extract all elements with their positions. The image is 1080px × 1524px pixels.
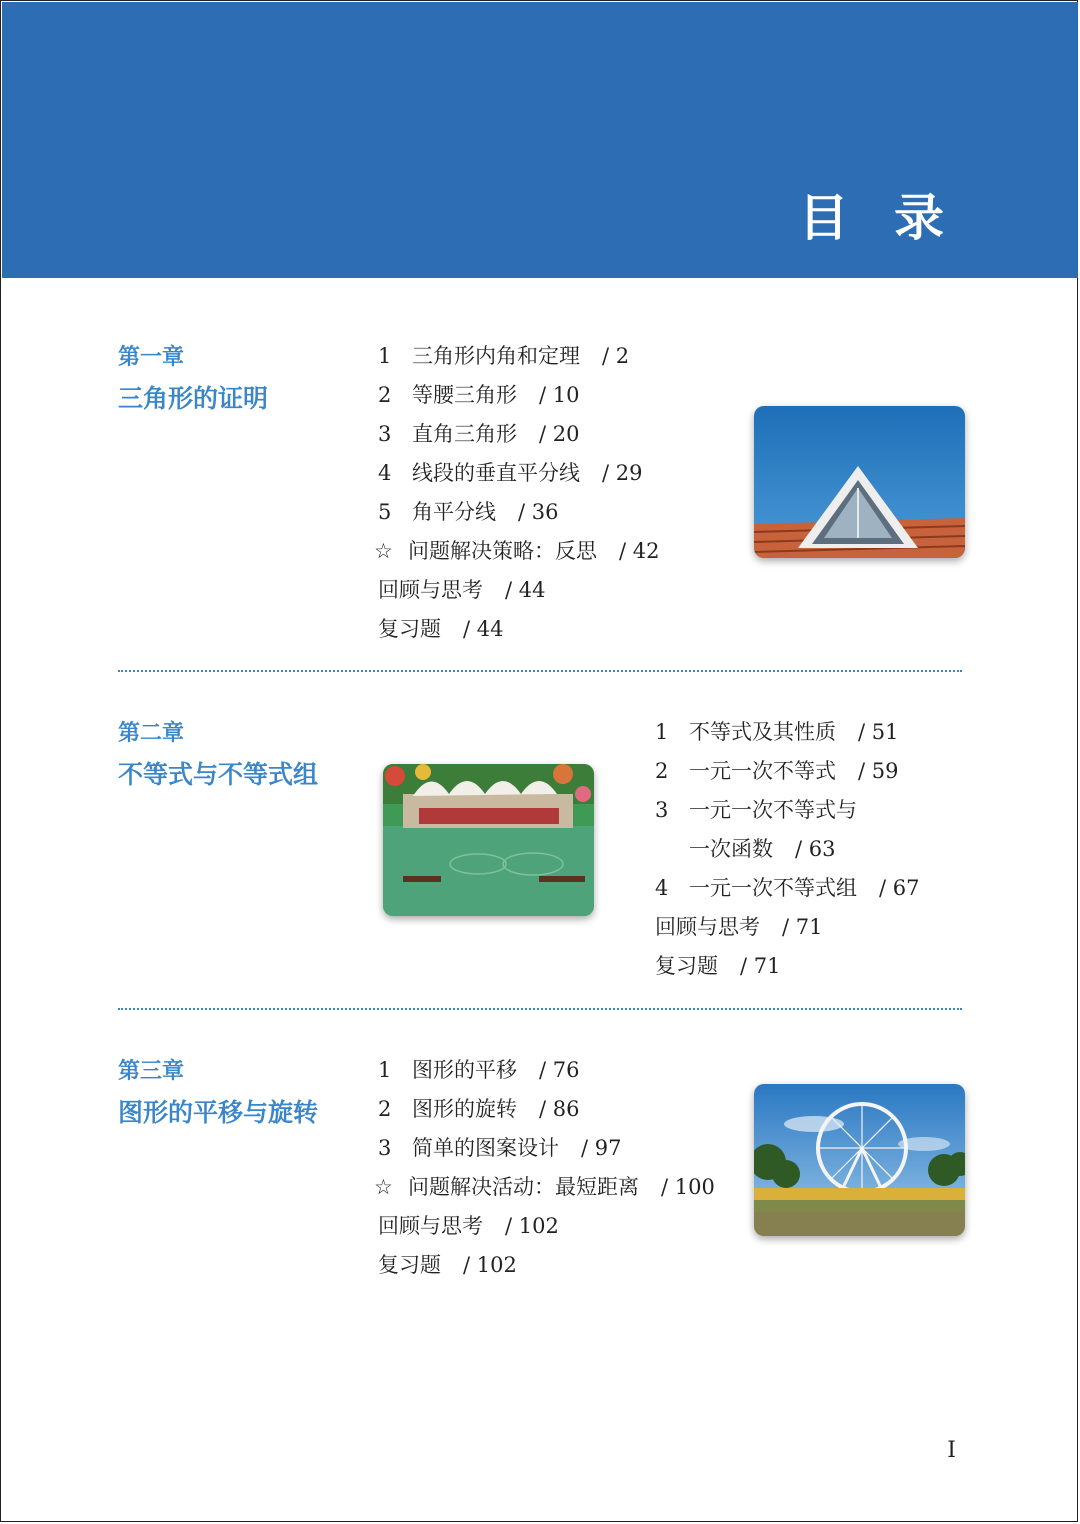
entry-title: 图形的旋转 <box>412 1097 517 1121</box>
entry-number: 3 <box>378 1136 392 1160</box>
entry-page: / 59 <box>858 759 899 783</box>
entry-page: / 100 <box>661 1175 715 1199</box>
chapter-2-label <box>118 716 318 791</box>
entry-title: 一元一次不等式与 <box>689 798 857 822</box>
toc-entry[interactable] <box>374 1171 715 1201</box>
toc-entry[interactable] <box>378 379 580 409</box>
entry-number: 3 <box>378 422 392 446</box>
toc-entry[interactable] <box>378 574 546 604</box>
chapter-name: 图形的平移与旋转 <box>118 1098 319 1127</box>
chapter-number: 第一章 <box>118 345 185 370</box>
chapter-name: 三角形的证明 <box>118 384 269 413</box>
toc-entry[interactable] <box>378 496 559 526</box>
entry-page: / 63 <box>795 837 836 861</box>
entry-number: 1 <box>378 344 392 368</box>
toc-entry[interactable] <box>378 1054 580 1084</box>
section-divider <box>118 670 962 672</box>
chapter-number: 第三章 <box>118 1059 185 1084</box>
page-title: 目 录 <box>798 189 958 247</box>
entry-page: / 20 <box>539 422 580 446</box>
entry-page: / 51 <box>858 720 899 744</box>
entry-page: / 76 <box>539 1058 580 1082</box>
entry-number: 2 <box>655 759 669 783</box>
toc-entry[interactable] <box>655 833 836 863</box>
section-divider <box>118 1008 962 1010</box>
entry-title: 复习题 <box>378 617 441 641</box>
entry-page: / 71 <box>740 954 781 978</box>
toc-entry[interactable] <box>655 872 920 902</box>
toc-entry[interactable] <box>378 1210 559 1240</box>
star-icon: ☆ <box>374 1175 393 1199</box>
entry-page: / 10 <box>539 383 580 407</box>
entry-page: / 36 <box>518 500 559 524</box>
toc-entry[interactable] <box>378 1249 517 1279</box>
entry-page: / 29 <box>602 461 643 485</box>
toc-entry[interactable] <box>378 418 580 448</box>
entry-number: 5 <box>378 500 392 524</box>
star-icon: ☆ <box>374 539 393 563</box>
entry-title: 一次函数 <box>689 837 773 861</box>
toc-entry[interactable] <box>378 1093 580 1123</box>
entry-number: 2 <box>378 1097 392 1121</box>
entry-title: 复习题 <box>378 1253 441 1277</box>
toc-entry[interactable] <box>655 950 781 980</box>
entry-title: 问题解决策略：反思 <box>408 539 597 563</box>
chapter-number: 第二章 <box>118 721 185 746</box>
entry-title: 等腰三角形 <box>412 383 517 407</box>
page-number: I <box>947 1438 956 1463</box>
toc-entry[interactable] <box>378 340 629 370</box>
entry-page: / 44 <box>463 617 504 641</box>
entry-title: 图形的平移 <box>412 1058 517 1082</box>
entry-title: 线段的垂直平分线 <box>412 461 580 485</box>
toc-entry[interactable] <box>655 911 823 941</box>
entry-number: 4 <box>378 461 392 485</box>
entry-title: 回顾与思考 <box>378 1214 483 1238</box>
entry-page: / 86 <box>539 1097 580 1121</box>
roof-photo <box>754 406 965 558</box>
toc-entry[interactable] <box>378 457 643 487</box>
entry-number: 1 <box>378 1058 392 1082</box>
entry-page: / 71 <box>782 915 823 939</box>
entry-page: / 102 <box>463 1253 517 1277</box>
chapter-1-label <box>118 340 268 415</box>
entry-title: 简单的图案设计 <box>412 1136 559 1160</box>
ferris-wheel-photo <box>754 1084 965 1236</box>
entry-page: / 42 <box>619 539 660 563</box>
toc-entry[interactable] <box>378 613 504 643</box>
toc-entry[interactable] <box>374 535 660 565</box>
entry-page: / 44 <box>505 578 546 602</box>
entry-number: 4 <box>655 876 669 900</box>
entry-title: 回顾与思考 <box>378 578 483 602</box>
lake-photo <box>383 764 594 916</box>
entry-title: 一元一次不等式 <box>689 759 836 783</box>
entry-title: 复习题 <box>655 954 718 978</box>
toc-entry[interactable] <box>655 794 857 824</box>
entry-title: 一元一次不等式组 <box>689 876 857 900</box>
entry-number: 2 <box>378 383 392 407</box>
entry-page: / 102 <box>505 1214 559 1238</box>
toc-entry[interactable] <box>655 755 899 785</box>
toc-entry[interactable] <box>378 1132 622 1162</box>
entry-title: 直角三角形 <box>412 422 517 446</box>
entry-title: 三角形内角和定理 <box>412 344 580 368</box>
entry-title: 回顾与思考 <box>655 915 760 939</box>
toc-entry[interactable] <box>655 716 899 746</box>
entry-number: 1 <box>655 720 669 744</box>
chapter-3-label <box>118 1054 318 1129</box>
entry-number: 3 <box>655 798 669 822</box>
chapter-name: 不等式与不等式组 <box>118 760 319 789</box>
entry-page: / 67 <box>879 876 920 900</box>
entry-page: / 2 <box>602 344 629 368</box>
entry-title: 角平分线 <box>412 500 496 524</box>
entry-title: 不等式及其性质 <box>689 720 836 744</box>
entry-title: 问题解决活动：最短距离 <box>408 1175 639 1199</box>
entry-page: / 97 <box>581 1136 622 1160</box>
